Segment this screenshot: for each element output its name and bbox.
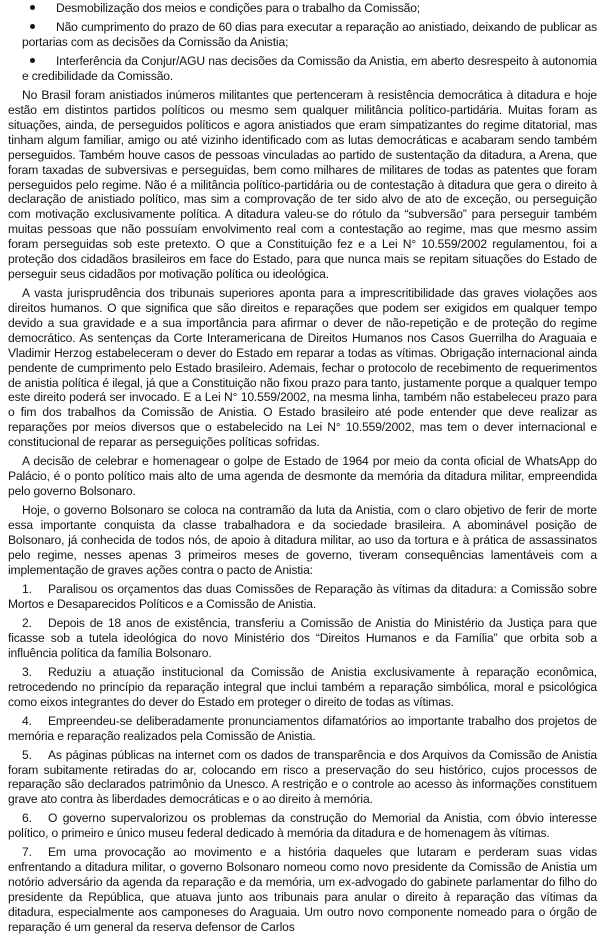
bullet-item: Não cumprimento do prazo de 60 dias para executar a reparação ao anistiado, deixando de publicar as portarias com as decisões da Comissão da Anistia; (22, 20, 597, 49)
numbered-item: 2. Depois de 18 anos de existência, transferiu a Comissão de Anistia do Ministério da Justiça para que ficasse sob a tutela ideológica do novo Ministério dos “Direitos Humanos e da Família” que orbita sob a influência política da família Bolsonaro. (8, 615, 597, 660)
document-page (8, 1, 597, 939)
paragraph: A vasta jurisprudência dos tribunais superiores aponta para a imprescritibilidade das graves violações aos direitos humanos. O que significa que são direitos e reparações que podem ser exigidos em qualquer tempo devido a sua gravidade e a sua importância para afirmar o dever de não-repetição e de proteção do regime democrático. As sentenças da Corte Interamericana de Direitos Humanos nos Casos Guerrilha do Araguaia e Vladimir Herzog estabeleceram o dever do Estado em reparar a todas as vítimas. Obrigação internacional ainda pendente de cumprimento pelo Estado brasileiro. Ademais, fechar o protocolo de recebimento de requerimentos de anistia política é ilegal, já que a Constituição não fixou prazo para tanto, justamente porque a qualquer tempo este direito poderá ser invocado. E a Lei N° 10.559/2002, na mesma linha, também não estabeleceu prazo para o fim dos trabalhos da Comissão de Anistia. O Estado brasileiro até pode entender que deve realizar as reparações por meios diversos que o estabelecido na Lei N° 10.559/2002, mas tem o dever internacional e constitucional de reparar as perseguições políticas sofridas. (8, 286, 597, 450)
paragraph: Hoje, o governo Bolsonaro se coloca na contramão da luta da Anistia, com o claro objetivo de ferir de morte essa importante conquista da classe trabalhadora e da sociedade brasileira. A abominável posição de Bolsonaro, já conhecida de todos nós, de apoio à ditadura militar, ao uso da tortura e à prática de assassinatos pelo regime, nesses apenas 3 primeiros meses de governo, tiveram consequências lamentáveis com a implementação de graves ações contra o pacto de Anistia: (8, 503, 597, 577)
item-number: 2. (22, 615, 32, 630)
item-number: 4. (22, 713, 32, 728)
item-number: 3. (22, 664, 32, 679)
bullet-icon (30, 5, 35, 10)
item-number: 6. (22, 811, 32, 826)
numbered-item: 1. Paralisou os orçamentos das duas Comissões de Reparação às vítimas da ditadura: a Comissão sobre Mortos e Desaparecidos Políticos e a Comissão de Anistia. (8, 581, 597, 611)
numbered-item: 5. As páginas públicas na internet com os dados de transparência e dos Arquivos da Comissão de Anistia foram subitamente retiradas do ar, colocando em risco a preservação do seu histórico, cujos processos de reparação são declarados patrimônio da Unesco. A restrição e o controle ao acesso às informações constituem grave ato contra às liberdades democráticas e o ao direito à memória. (8, 747, 597, 807)
bullet-icon (30, 58, 35, 63)
bullet-item: Interferência da Conjur/AGU nas decisões da Comissão da Anistia, em aberto desrespeito à autonomia e credibilidade da Comissão. (22, 54, 597, 83)
numbered-item: 3. Reduziu a atuação institucional da Comissão de Anistia exclusivamente à reparação econômica, retrocedendo no princípio da reparação integral que inclui também a reparação simbólica, moral e psicológica como eixos integrantes do dever do Estado em proteger o direito de todas as vítimas. (8, 664, 597, 709)
item-number: 1. (22, 581, 32, 596)
paragraph: No Brasil foram anistiados inúmeros militantes que pertenceram à resistência democrática à ditadura e hoje estão em distintos partidos políticos ou mesmo sem qualquer militância político-partidária. Muitas foram as situações, ainda, de perseguidos políticos e agora anistiados que eram simpatizantes do regime ditatorial, mas tinham algum familiar, amigo ou até vizinho identificado com as lutas democráticas e acabaram sendo também perseguidos. Também houve casos de pessoas vinculadas ao partido de sustentação da ditadura, a Arena, que foram taxadas de subversivas e perseguidas, bem como milhares de militares de todas as patentes que foram perseguidos pelo regime. Não é a militância político-partidária ou de contestação à ditadura que gera o direito à declaração de anistiado político, mas sim a comprovação de ter sido alvo de ato de exceção, ou perseguição com motivação exclusivamente política. A ditadura valeu-se do rótulo da “subversão” para perseguir também muitas pessoas que não possuíam envolvimento real com a contestação ao regime, mas que mesmo assim foram perseguidas sob este pretexto. O que a Constituição fez e a Lei N° 10.559/2002 regulamentou, foi a proteção dos cidadãos brasileiros em face do Estado, para que nunca mais se repitam situações do Estado de perseguir seus cidadãos por motivação política ou ideológica. (8, 88, 597, 281)
item-number: 7. (22, 845, 32, 860)
item-number: 5. (22, 747, 32, 762)
numbered-item: 4. Empreendeu-se deliberadamente pronunciamentos difamatórios ao importante trabalho dos projetos de memória e reparação realizados pela Comissão de Anistia. (8, 713, 597, 743)
bullet-icon (30, 24, 35, 29)
paragraph: A decisão de celebrar e homenagear o golpe de Estado de 1964 por meio da conta oficial de WhatsApp do Palácio, é o ponto político mais alto de uma agenda de desmonte da memória da ditadura militar, empreendida pelo governo Bolsonaro. (8, 454, 597, 499)
bullet-item: Desmobilização dos meios e condições para o trabalho da Comissão; (8, 1, 597, 16)
numbered-item: 6. O governo supervalorizou os problemas da construção do Memorial da Anistia, com óbvio interesse político, o primeiro e único museu federal dedicado à memória da ditadura e de homenagem às vítimas. (8, 811, 597, 841)
numbered-item: 7. Em uma provocação ao movimento e a história daqueles que lutaram e perderam suas vidas enfrentando a ditadura militar, o governo Bolsonaro nomeou como novo presidente da Comissão de Anistia um notório adversário da agenda da reparação e da memória, um ex-advogado do gabinete parlamentar do filho do presidente da República, que atuava junto aos tribunais para anular o direito à reparação das vítimas da ditadura, especialmente aos camponeses do Araguaia. Um outro novo componente nomeado para o órgão de reparação é um general da reserva defensor de Carlos (8, 845, 597, 934)
